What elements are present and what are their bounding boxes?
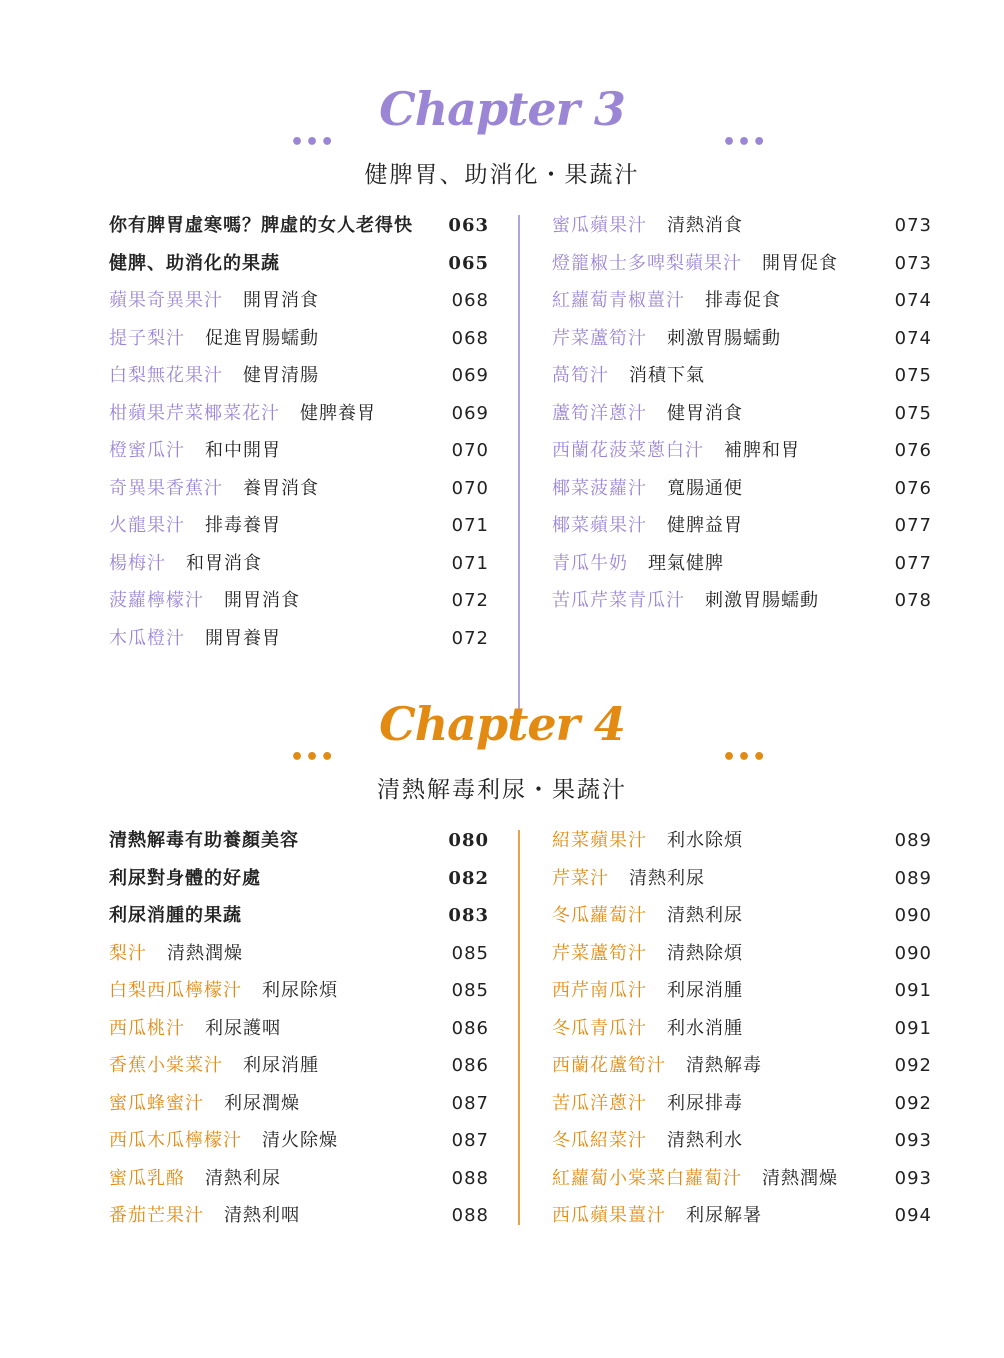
toc-page-number: 088 xyxy=(451,1205,489,1226)
toc-page-number: 090 xyxy=(894,942,932,964)
toc-entry-benefit: 開胃促食 xyxy=(762,252,838,274)
toc-entry[interactable] xyxy=(552,941,932,979)
toc-page-number: 072 xyxy=(451,590,489,611)
toc-entry-benefit: 清熱除煩 xyxy=(667,942,743,964)
toc-page-number: 089 xyxy=(894,830,932,851)
toc-entry-title: 西瓜木瓜檸檬汁 xyxy=(109,1130,242,1151)
toc-entry[interactable] xyxy=(109,1128,489,1166)
toc-page-number: 063 xyxy=(448,215,489,236)
toc-page-number: 072 xyxy=(451,627,489,649)
toc-page-number: 077 xyxy=(894,515,932,536)
toc-entry[interactable] xyxy=(109,1091,489,1129)
toc-entry-title: 苦瓜洋蔥汁 xyxy=(552,1092,647,1114)
toc-entry-title: 火龍果汁 xyxy=(109,515,185,536)
toc-entry[interactable] xyxy=(109,626,489,664)
toc-page-number: 071 xyxy=(451,552,489,574)
toc-entry-benefit: 和胃消食 xyxy=(186,552,262,574)
toc-entry-title: 蜜瓜蘋果汁 xyxy=(552,215,647,236)
toc-entry-benefit: 利尿護咽 xyxy=(205,1017,281,1039)
toc-entry-benefit: 利水除煩 xyxy=(667,830,743,851)
toc-entry[interactable] xyxy=(552,438,932,476)
toc-entry[interactable] xyxy=(109,903,489,941)
toc-entry-title: 芹菜汁 xyxy=(552,867,609,889)
toc-entry-benefit: 補脾和胃 xyxy=(724,440,800,461)
toc-entry-benefit: 開胃消食 xyxy=(243,290,319,311)
toc-entry-benefit: 利尿解暑 xyxy=(686,1205,762,1226)
toc-page-number: 082 xyxy=(448,867,489,889)
toc-page-number: 076 xyxy=(894,440,932,461)
toc-page-number: 086 xyxy=(451,1017,489,1039)
toc-entry-benefit: 排毒促食 xyxy=(705,290,781,311)
toc-entry[interactable] xyxy=(109,363,489,401)
toc-entry[interactable] xyxy=(109,941,489,979)
toc-entry[interactable] xyxy=(552,588,932,626)
toc-entry-title: 西瓜蘋果薑汁 xyxy=(552,1205,666,1226)
toc-page-number: 074 xyxy=(894,327,932,349)
toc-entry[interactable] xyxy=(552,213,932,251)
toc-entry-title: 冬瓜青瓜汁 xyxy=(552,1017,647,1039)
toc-entry[interactable] xyxy=(109,588,489,626)
toc-entry-benefit: 清熱解毒 xyxy=(686,1055,762,1076)
toc-entry-title: 紅蘿蔔青椒薑汁 xyxy=(552,290,685,311)
toc-entry[interactable] xyxy=(109,213,489,251)
toc-page-number: 091 xyxy=(894,1017,932,1039)
toc-page-number: 070 xyxy=(451,477,489,499)
toc-entry[interactable] xyxy=(552,326,932,364)
chapter-subtitle: 清熱解毒利尿・果蔬汁 xyxy=(377,777,627,803)
toc-entry-title: 萵筍汁 xyxy=(552,365,609,386)
toc-page-number: 091 xyxy=(894,980,932,1001)
toc-entry-title: 西芹南瓜汁 xyxy=(552,980,647,1001)
toc-page-number: 092 xyxy=(894,1092,932,1114)
toc-page-number: 075 xyxy=(894,365,932,386)
toc-entry-title: 蜜瓜乳酪 xyxy=(109,1167,185,1189)
toc-entry[interactable] xyxy=(552,828,932,866)
toc-page-number: 077 xyxy=(894,552,932,574)
toc-entry-title: 木瓜橙汁 xyxy=(109,627,185,649)
column-divider xyxy=(518,830,520,1225)
toc-entry[interactable] xyxy=(552,251,932,289)
toc-entry-benefit: 利水消腫 xyxy=(667,1017,743,1039)
toc-entry-benefit: 排毒養胃 xyxy=(205,515,281,536)
decorative-dots-left: ••• xyxy=(290,130,336,155)
toc-entry-benefit: 養胃消食 xyxy=(243,477,319,499)
toc-entry-benefit: 清熱潤燥 xyxy=(167,942,243,964)
toc-entry-benefit: 刺激胃腸蠕動 xyxy=(667,327,781,349)
toc-entry[interactable] xyxy=(552,401,932,439)
toc-entry-benefit: 健脾益胃 xyxy=(667,515,743,536)
toc-entry-benefit: 清熱利水 xyxy=(667,1130,743,1151)
toc-page-number: 088 xyxy=(451,1167,489,1189)
toc-entry[interactable] xyxy=(552,866,932,904)
toc-entry[interactable] xyxy=(109,251,489,289)
toc-entry-benefit: 清火除燥 xyxy=(262,1130,338,1151)
toc-entry[interactable] xyxy=(109,866,489,904)
toc-column-right xyxy=(552,213,932,626)
toc-entry[interactable] xyxy=(109,438,489,476)
toc-entry-title: 梨汁 xyxy=(109,942,147,964)
toc-page-number: 085 xyxy=(451,980,489,1001)
toc-entry-title: 西蘭花蘆筍汁 xyxy=(552,1055,666,1076)
toc-entry[interactable] xyxy=(109,513,489,551)
toc-page-number: 073 xyxy=(894,252,932,274)
toc-entry-title: 菠蘿檸檬汁 xyxy=(109,590,204,611)
toc-entry[interactable] xyxy=(109,1166,489,1204)
toc-entry-title: 芹菜蘆筍汁 xyxy=(552,327,647,349)
toc-page-number: 068 xyxy=(451,290,489,311)
toc-entry-benefit: 開胃養胃 xyxy=(205,627,281,649)
toc-page-number: 069 xyxy=(451,402,489,424)
toc-page-number: 075 xyxy=(894,402,932,424)
toc-entry[interactable] xyxy=(552,288,932,326)
toc-entry-title: 香蕉小棠菜汁 xyxy=(109,1055,223,1076)
toc-entry-benefit: 利尿潤燥 xyxy=(224,1092,300,1114)
toc-entry-title: 蘆筍洋蔥汁 xyxy=(552,402,647,424)
toc-entry-title: 苦瓜芹菜青瓜汁 xyxy=(552,590,685,611)
toc-entry-benefit: 清熱消食 xyxy=(667,215,743,236)
toc-entry-benefit: 健脾養胃 xyxy=(300,402,376,424)
toc-page-number: 074 xyxy=(894,290,932,311)
toc-entry-title: 椰菜蘋果汁 xyxy=(552,515,647,536)
toc-entry-title: 蜜瓜蜂蜜汁 xyxy=(109,1092,204,1114)
toc-entry-benefit: 利尿消腫 xyxy=(243,1055,319,1076)
toc-entry-benefit: 清熱利咽 xyxy=(224,1205,300,1226)
decorative-dots-left: ••• xyxy=(290,745,336,770)
toc-page-number: 094 xyxy=(894,1205,932,1226)
toc-entry-title: 燈籠椒士多啤梨蘋果汁 xyxy=(552,252,742,274)
toc-entry-title: 冬瓜蘿蔔汁 xyxy=(552,905,647,926)
toc-column-left xyxy=(109,828,489,1241)
toc-entry[interactable] xyxy=(109,1053,489,1091)
toc-entry-title: 白梨無花果汁 xyxy=(109,365,223,386)
toc-entry[interactable] xyxy=(552,1016,932,1054)
toc-column-left xyxy=(109,213,489,663)
toc-entry[interactable] xyxy=(109,401,489,439)
toc-page-number: 093 xyxy=(894,1130,932,1151)
toc-entry[interactable] xyxy=(552,1053,932,1091)
toc-entry-benefit: 清熱利尿 xyxy=(205,1167,281,1189)
toc-entry-title: 健脾、助消化的果蔬 xyxy=(109,252,280,274)
toc-page-number: 086 xyxy=(451,1055,489,1076)
toc-entry-benefit: 促進胃腸蠕動 xyxy=(205,327,319,349)
toc-entry[interactable] xyxy=(109,476,489,514)
toc-column-right xyxy=(552,828,932,1241)
toc-entry[interactable] xyxy=(552,363,932,401)
toc-entry-title: 利尿對身體的好處 xyxy=(109,867,261,889)
toc-page-number: 071 xyxy=(451,515,489,536)
toc-page-number: 083 xyxy=(448,905,489,926)
toc-entry-title: 柑蘋果芹菜椰菜花汁 xyxy=(109,402,280,424)
toc-page-number: 070 xyxy=(451,440,489,461)
toc-page-number: 092 xyxy=(894,1055,932,1076)
toc-entry-title: 白梨西瓜檸檬汁 xyxy=(109,980,242,1001)
toc-page-number: 076 xyxy=(894,477,932,499)
toc-page-number: 087 xyxy=(451,1130,489,1151)
toc-entry[interactable] xyxy=(552,1128,932,1166)
chapter-title: Chapter 4 xyxy=(379,697,625,751)
toc-entry[interactable] xyxy=(109,978,489,1016)
toc-entry-title: 橙蜜瓜汁 xyxy=(109,440,185,461)
toc-entry-title: 蘋果奇異果汁 xyxy=(109,290,223,311)
toc-entry-title: 紹菜蘋果汁 xyxy=(552,830,647,851)
chapter-title: Chapter 3 xyxy=(379,82,625,136)
column-divider xyxy=(518,215,520,725)
toc-entry-benefit: 清熱利尿 xyxy=(667,905,743,926)
toc-entry-benefit: 消積下氣 xyxy=(629,365,705,386)
toc-entry-title: 奇異果香蕉汁 xyxy=(109,477,223,499)
chapter-subtitle: 健脾胃、助消化・果蔬汁 xyxy=(364,162,640,188)
toc-page-number: 090 xyxy=(894,905,932,926)
toc-entry[interactable] xyxy=(552,476,932,514)
toc-entry-title: 西瓜桃汁 xyxy=(109,1017,185,1039)
toc-page-number: 080 xyxy=(448,830,489,851)
toc-entry[interactable] xyxy=(552,1091,932,1129)
toc-entry[interactable] xyxy=(552,551,932,589)
toc-page-number: 093 xyxy=(894,1167,932,1189)
toc-page-number: 087 xyxy=(451,1092,489,1114)
toc-page-number: 089 xyxy=(894,867,932,889)
toc-entry-title: 椰菜菠蘿汁 xyxy=(552,477,647,499)
toc-entry[interactable] xyxy=(552,1203,932,1241)
toc-entry-benefit: 清熱潤燥 xyxy=(762,1167,838,1189)
toc-page-number: 068 xyxy=(451,327,489,349)
toc-entry-benefit: 刺激胃腸蠕動 xyxy=(705,590,819,611)
toc-entry[interactable] xyxy=(109,1203,489,1241)
toc-page-number: 078 xyxy=(894,590,932,611)
toc-entry-title: 番茄芒果汁 xyxy=(109,1205,204,1226)
decorative-dots-right: ••• xyxy=(722,745,768,770)
toc-entry-title: 青瓜牛奶 xyxy=(552,552,628,574)
toc-entry-title: 西蘭花菠菜蔥白汁 xyxy=(552,440,704,461)
toc-entry-title: 你有脾胃虛寒嗎？脾虛的女人老得快 xyxy=(109,215,413,236)
toc-entry-benefit: 健胃清腸 xyxy=(243,365,319,386)
toc-entry-title: 利尿消腫的果蔬 xyxy=(109,905,242,926)
toc-entry[interactable] xyxy=(109,288,489,326)
toc-entry[interactable] xyxy=(109,551,489,589)
toc-entry[interactable] xyxy=(109,828,489,866)
toc-page-number: 065 xyxy=(448,252,489,274)
toc-entry-title: 芹菜蘆筍汁 xyxy=(552,942,647,964)
decorative-dots-right: ••• xyxy=(722,130,768,155)
toc-entry[interactable] xyxy=(552,1166,932,1204)
toc-entry-benefit: 理氣健脾 xyxy=(648,552,724,574)
toc-entry-benefit: 利尿排毒 xyxy=(667,1092,743,1114)
toc-entry[interactable] xyxy=(552,513,932,551)
toc-entry-title: 清熱解毒有助養顏美容 xyxy=(109,830,299,851)
toc-entry-benefit: 健胃消食 xyxy=(667,402,743,424)
toc-entry-benefit: 利尿除煩 xyxy=(262,980,338,1001)
toc-entry-benefit: 和中開胃 xyxy=(205,440,281,461)
toc-entry-benefit: 利尿消腫 xyxy=(667,980,743,1001)
toc-page-number: 069 xyxy=(451,365,489,386)
toc-entry-benefit: 寬腸通便 xyxy=(667,477,743,499)
toc-entry-title: 紅蘿蔔小棠菜白蘿蔔汁 xyxy=(552,1167,742,1189)
toc-page-number: 073 xyxy=(894,215,932,236)
toc-entry-benefit: 清熱利尿 xyxy=(629,867,705,889)
toc-entry-title: 冬瓜紹菜汁 xyxy=(552,1130,647,1151)
toc-entry-title: 楊梅汁 xyxy=(109,552,166,574)
toc-entry[interactable] xyxy=(109,1016,489,1054)
toc-page-number: 085 xyxy=(451,942,489,964)
toc-entry[interactable] xyxy=(552,978,932,1016)
toc-entry-benefit: 開胃消食 xyxy=(224,590,300,611)
toc-entry-title: 提子梨汁 xyxy=(109,327,185,349)
toc-entry[interactable] xyxy=(109,326,489,364)
toc-entry[interactable] xyxy=(552,903,932,941)
